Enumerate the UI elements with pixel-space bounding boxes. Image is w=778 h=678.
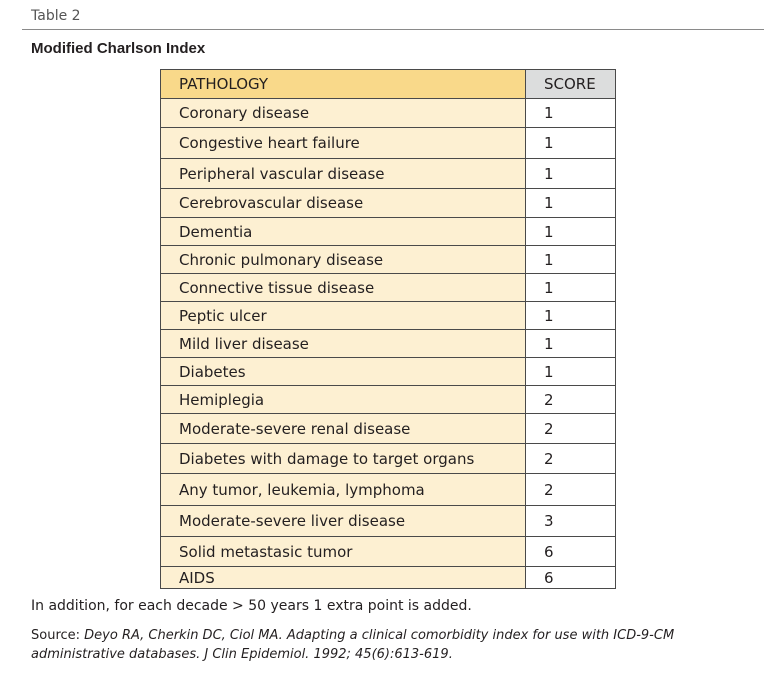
pathology-cell: Mild liver disease bbox=[161, 330, 526, 358]
score-cell: 2 bbox=[526, 474, 616, 506]
pathology-cell: Congestive heart failure bbox=[161, 128, 526, 159]
score-cell: 1 bbox=[526, 302, 616, 330]
table-row bbox=[161, 567, 616, 589]
score-cell: 2 bbox=[526, 414, 616, 444]
table-row bbox=[161, 302, 616, 330]
pathology-cell: Moderate-severe renal disease bbox=[161, 414, 526, 444]
pathology-cell: Moderate-severe liver disease bbox=[161, 506, 526, 537]
footnote: In addition, for each decade > 50 years 1 extra point is added. bbox=[31, 598, 472, 614]
score-cell: 2 bbox=[526, 444, 616, 474]
header-score: SCORE bbox=[526, 70, 616, 99]
score-cell: 1 bbox=[526, 159, 616, 189]
pathology-cell: Solid metastasic tumor bbox=[161, 537, 526, 567]
header-rule bbox=[22, 29, 764, 30]
score-cell: 1 bbox=[526, 128, 616, 159]
table-row bbox=[161, 218, 616, 246]
pathology-cell: Chronic pulmonary disease bbox=[161, 246, 526, 274]
score-cell: 1 bbox=[526, 189, 616, 218]
table-title: Modified Charlson Index bbox=[31, 40, 206, 57]
score-cell: 1 bbox=[526, 218, 616, 246]
table-row bbox=[161, 159, 616, 189]
header-pathology: PATHOLOGY bbox=[161, 70, 526, 99]
charlson-table bbox=[160, 69, 616, 589]
pathology-cell: Connective tissue disease bbox=[161, 274, 526, 302]
table-row bbox=[161, 474, 616, 506]
source-citation bbox=[31, 626, 766, 664]
score-cell: 1 bbox=[526, 358, 616, 386]
table-row bbox=[161, 386, 616, 414]
score-cell: 1 bbox=[526, 330, 616, 358]
table-row bbox=[161, 444, 616, 474]
pathology-cell: Dementia bbox=[161, 218, 526, 246]
table-row bbox=[161, 274, 616, 302]
table-row bbox=[161, 414, 616, 444]
pathology-cell: AIDS bbox=[161, 567, 526, 589]
pathology-cell: Peripheral vascular disease bbox=[161, 159, 526, 189]
table-number: Table 2 bbox=[31, 8, 81, 24]
table-body bbox=[161, 99, 616, 589]
score-cell: 6 bbox=[526, 567, 616, 589]
table-row bbox=[161, 99, 616, 128]
table-row bbox=[161, 128, 616, 159]
table-row bbox=[161, 358, 616, 386]
source-label: Source: bbox=[31, 628, 81, 643]
header-row bbox=[161, 70, 616, 99]
table-row bbox=[161, 506, 616, 537]
score-cell: 1 bbox=[526, 274, 616, 302]
table-row bbox=[161, 189, 616, 218]
pathology-cell: Hemiplegia bbox=[161, 386, 526, 414]
table-row bbox=[161, 330, 616, 358]
table-row bbox=[161, 246, 616, 274]
table-row bbox=[161, 537, 616, 567]
pathology-cell: Coronary disease bbox=[161, 99, 526, 128]
score-cell: 6 bbox=[526, 537, 616, 567]
score-cell: 1 bbox=[526, 99, 616, 128]
pathology-cell: Any tumor, leukemia, lymphoma bbox=[161, 474, 526, 506]
score-cell: 1 bbox=[526, 246, 616, 274]
score-cell: 3 bbox=[526, 506, 616, 537]
pathology-cell: Cerebrovascular disease bbox=[161, 189, 526, 218]
pathology-cell: Peptic ulcer bbox=[161, 302, 526, 330]
score-cell: 2 bbox=[526, 386, 616, 414]
pathology-cell: Diabetes bbox=[161, 358, 526, 386]
source-reference: Deyo RA, Cherkin DC, Ciol MA. Adapting a clinical comorbidity index for use with ICD-9-CM administrative databases. J Clin Epidemiol. 1992; 45(6):613-619. bbox=[31, 628, 675, 662]
pathology-cell: Diabetes with damage to target organs bbox=[161, 444, 526, 474]
